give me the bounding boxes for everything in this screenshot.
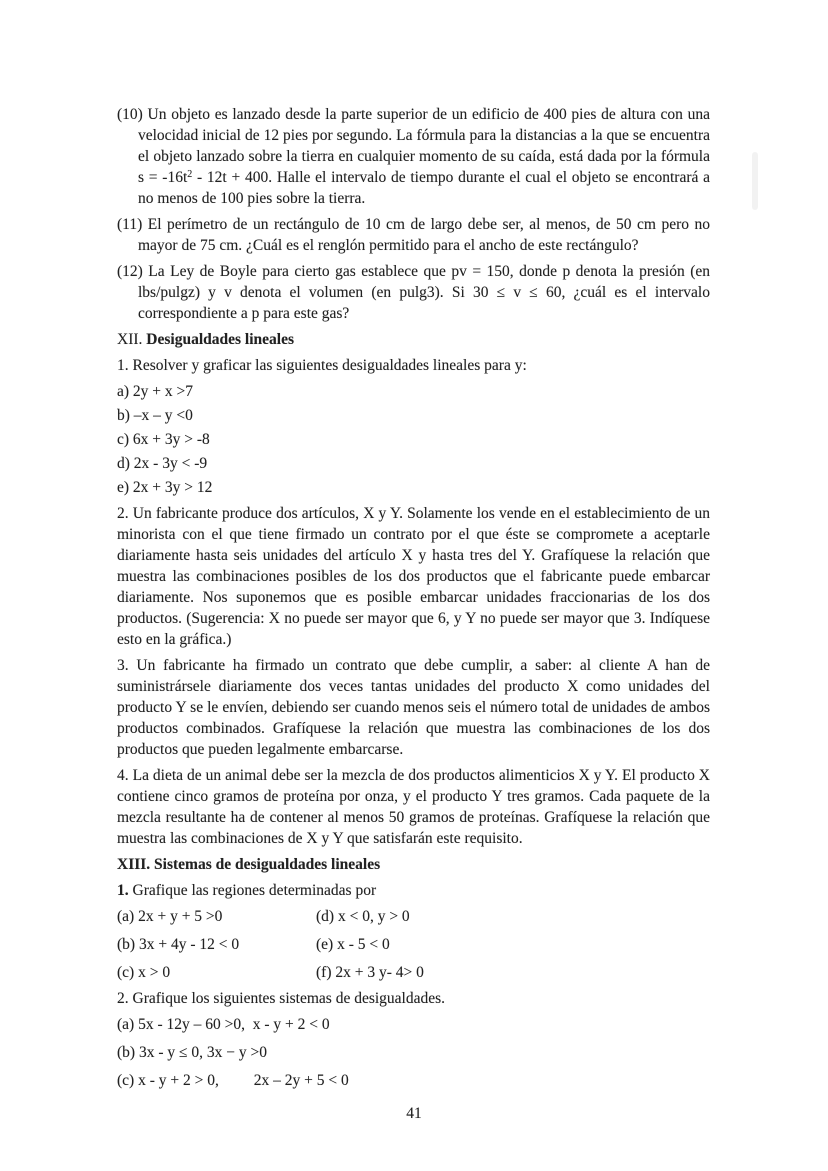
- xiii-exercise-2-list: [117, 1014, 710, 1091]
- xii-exercise-1-list: [117, 381, 710, 498]
- inequality-item-e: e) 2x + 3y > 12: [117, 479, 213, 496]
- problem-10-text-continued: - 12t + 400. Halle el intervalo de tiempo durante el cual el objeto se encontrará a no menos de 100 pies sobre la tierra.: [138, 169, 710, 207]
- xii-exercise-2: 2. Un fabricante produce dos artículos, X y Y. Solamente los vende en el establecimiento de un minorista con el que tiene firmado un contrato por el que éste se compromete a aceptarle diariamente hasta seis unidades del artículo X y hasta tres del Y. Grafíquese la relación que muestra las combinaciones posibles de los dos productos que el fabricante puede embarcar diariamente. Nos suponemos que es posible embarcar unidades fraccionarias de los dos productos. (Sugerencia: X no puede ser mayor que 6, y Y no puede ser mayor que 3. Indíquese esto en la gráfica.): [117, 505, 710, 648]
- section-xii-heading: [117, 329, 710, 350]
- region-item-b: (b) 3x + 4y - 12 < 0: [117, 936, 240, 953]
- xiii-exercise-1-text: Grafique las regiones determinadas por: [128, 882, 377, 899]
- inequality-item-d: d) 2x - 3y < -9: [117, 455, 208, 472]
- page-content: [117, 104, 710, 1098]
- problem-10: [117, 104, 710, 209]
- inequality-item-c: c) 6x + 3y > -8: [117, 431, 210, 448]
- region-item-d: (d) x < 0, y > 0: [316, 908, 410, 925]
- page-number: 41: [406, 1105, 422, 1122]
- section-xii-roman-label: XII.: [117, 331, 143, 348]
- problem-10-exponent: 2: [187, 169, 193, 180]
- system-item-c: (c) x - y + 2 > 0, 2x – 2y + 5 < 0: [117, 1072, 349, 1089]
- xii-exercise-1-intro: 1. Resolver y graficar las siguientes desigualdades lineales para y:: [117, 357, 527, 374]
- region-item-e: (e) x - 5 < 0: [316, 936, 390, 953]
- scan-artifact: [752, 152, 758, 210]
- xiii-exercise-1-grid: [117, 906, 710, 983]
- region-item-a: (a) 2x + y + 5 >0: [117, 908, 223, 925]
- xii-exercise-4: 4. La dieta de un animal debe ser la mezcla de dos productos alimenticios X y Y. El producto X contiene cinco gramos de proteína por onza, y el producto Y tres gramos. Cada paquete de la mezcla resultante ha de contener al menos 50 gramos de proteínas. Grafíquese la relación que muestra las combinaciones de X y Y que satisfarán este requisito.: [117, 767, 710, 847]
- system-item-b: (b) 3x - y ≤ 0, 3x − y >0: [117, 1044, 267, 1061]
- inequality-item-b: b) –x – y <0: [117, 407, 193, 424]
- region-item-c: (c) x > 0: [117, 964, 171, 981]
- problem-10-text: (10) Un objeto es lanzado desde la parte superior de un edificio de 400 pies de altura con una velocidad inicial de 12 pies por segundo. La fórmula para la distancias a la que se encuentra el objeto lanzado sobre la tierra en cualquier momento de su caída, está dada por la fórmula s = -16t: [117, 106, 710, 186]
- xiii-exercise-1-intro: [117, 880, 710, 901]
- section-xii-title: Desigualdades lineales: [146, 331, 294, 348]
- problem-11: (11) El perímetro de un rectángulo de 10 cm de largo debe ser, al menos, de 50 cm pero no mayor de 75 cm. ¿Cuál es el renglón permitido para el ancho de este rectángulo?: [117, 216, 710, 254]
- problem-12: (12) La Ley de Boyle para cierto gas establece que pv = 150, donde p denota la presión (en lbs/pulgz) y v denota el volumen (en pulg3). Si 30 ≤ v ≤ 60, ¿cuál es el intervalo correspondiente a p para este gas?: [117, 263, 710, 322]
- system-item-a: (a) 5x - 12y – 60 >0, x - y + 2 < 0: [117, 1016, 330, 1033]
- page-footer: [0, 1103, 828, 1124]
- inequality-item-a: a) 2y + x >7: [117, 383, 194, 400]
- xii-exercise-3: 3. Un fabricante ha firmado un contrato que debe cumplir, a saber: al cliente A han de suministrársele diariamente dos veces tantas unidades del producto X como unidades del producto Y se le envíen, debiendo ser cuando menos seis el número total de unidades de ambos productos combinados. Grafíquese la relación que muestra las combinaciones de los dos productos que pueden legalmente embarcarse.: [117, 657, 710, 758]
- section-xiii-heading: XIII. Sistemas de desigualdades lineales: [117, 856, 381, 873]
- xiii-exercise-1-number: 1.: [117, 882, 129, 899]
- region-item-f: (f) 2x + 3 y- 4> 0: [316, 964, 424, 981]
- xiii-exercise-2-intro: 2. Grafique los siguientes sistemas de desigualdades.: [117, 990, 446, 1007]
